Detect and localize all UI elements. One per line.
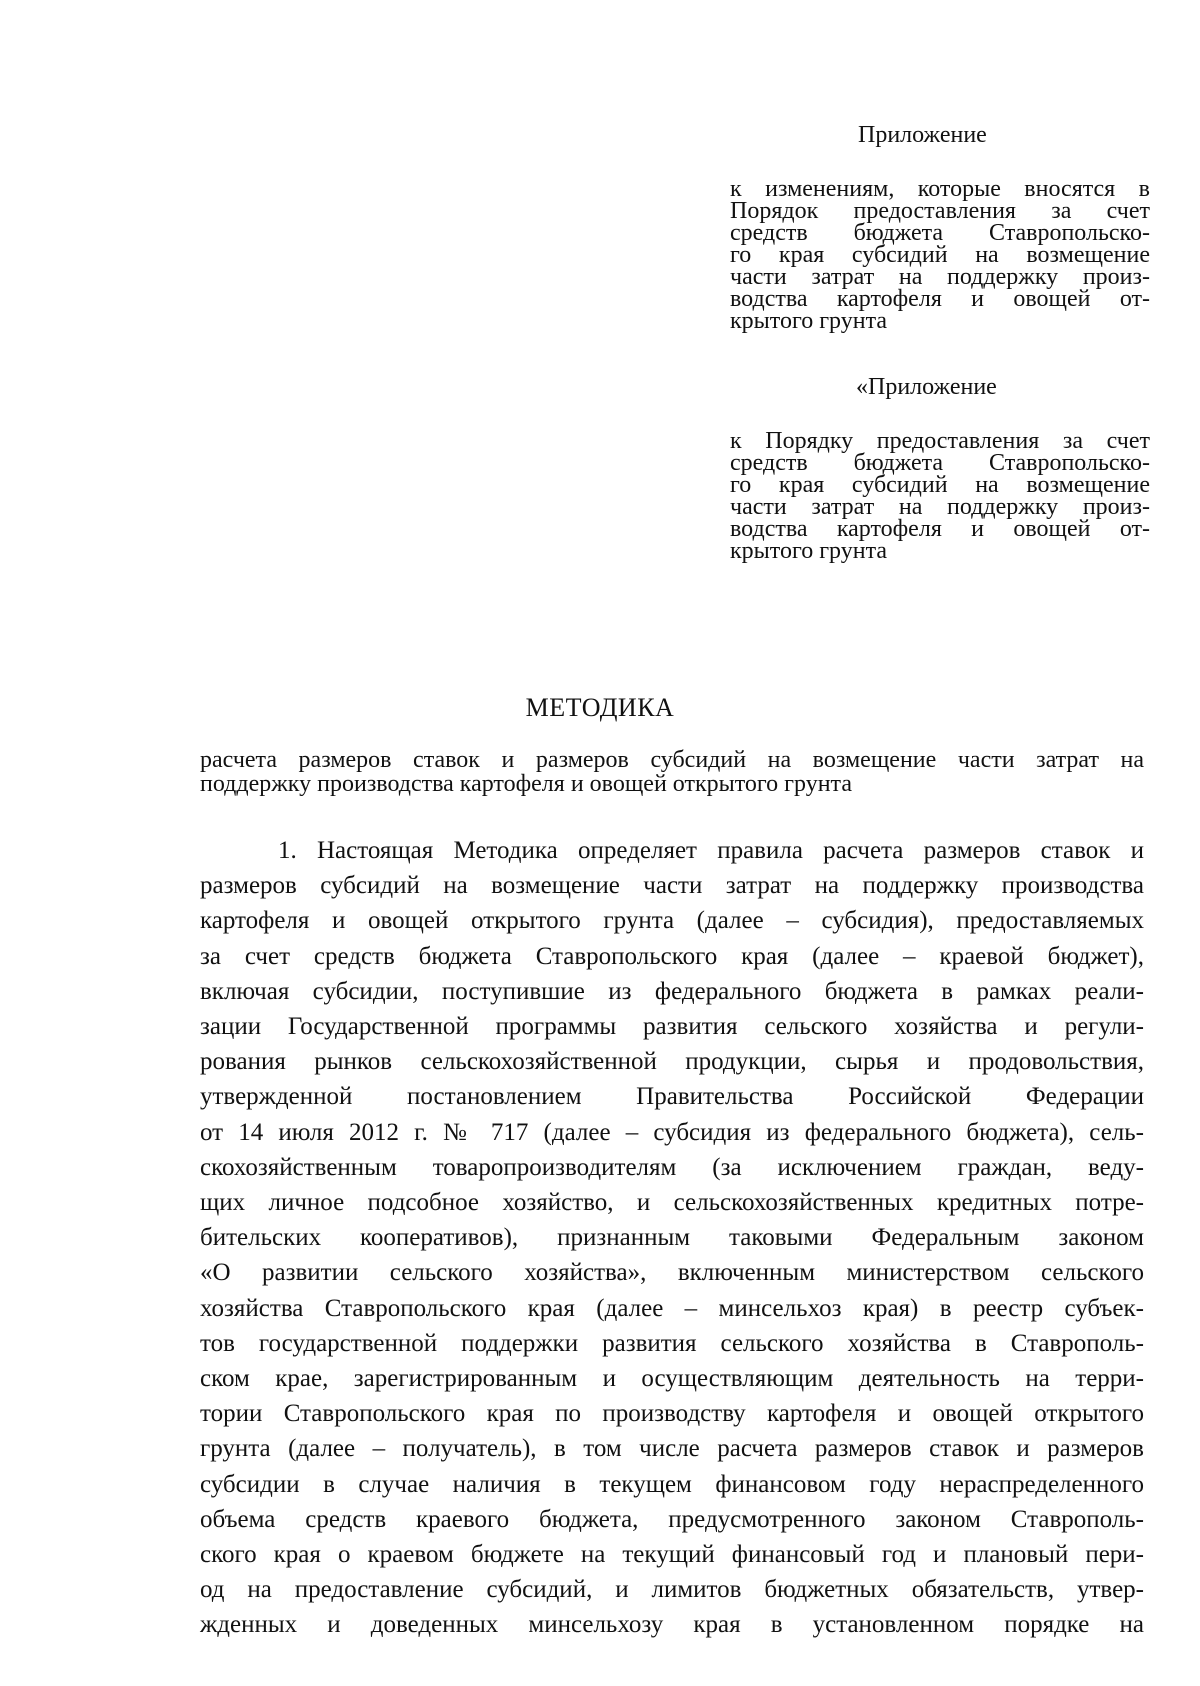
paragraph-line: грунта (далее – получатель), в том числе расчета размеров ставок и размеров (200, 1435, 1144, 1463)
appendix-outer-line: Порядок предоставления за счет (730, 198, 1150, 224)
appendix-inner-title: «Приложение (856, 374, 997, 400)
paragraph-line: бительских кооперативов), признанным таковыми Федеральным законом (200, 1224, 1144, 1252)
appendix-inner-text (730, 430, 1150, 562)
paragraph-line: утвержденной постановлением Правительства Российской Федерации (200, 1083, 1144, 1111)
paragraph-line: щих личное подсобное хозяйство, и сельскохозяйственных кредитных потре- (200, 1189, 1144, 1217)
paragraph-line: включая субсидии, поступившие из федерального бюджета в рамках реали- (200, 977, 1144, 1005)
appendix-inner-line: водства картофеля и овощей от- (730, 516, 1150, 542)
paragraph-line: 1. Настоящая Методика определяет правила расчета размеров ставок и (278, 837, 1144, 864)
paragraph-line: «О развитии сельского хозяйства», включенным министерством сельского (200, 1259, 1144, 1287)
methodology-subtitle (200, 748, 1144, 796)
methodology-title: МЕТОДИКА (525, 693, 675, 722)
appendix-inner-line: части затрат на поддержку произ- (730, 494, 1150, 520)
appendix-outer-line: к изменениям, которые вносятся в (730, 176, 1150, 202)
appendix-inner-line: крытого грунта (730, 538, 888, 564)
paragraph-line: от 14 июля 2012 г. № 717 (далее – субсидия из федерального бюджета), сель- (200, 1118, 1144, 1146)
appendix-inner-line: к Порядку предоставления за счет (730, 428, 1150, 454)
paragraph-line: тории Ставропольского края по производству картофеля и овощей открытого (200, 1400, 1144, 1428)
paragraph-line: тов государственной поддержки развития сельского хозяйства в Ставрополь- (200, 1329, 1144, 1357)
paragraph-line: за счет средств бюджета Ставропольского края (далее – краевой бюджет), (200, 942, 1144, 970)
appendix-inner-line: средств бюджета Ставропольско- (730, 450, 1150, 476)
subtitle-line: расчета размеров ставок и размеров субсидий на возмещение части затрат на (200, 747, 1144, 773)
paragraph-line: ском крае, зарегистрированным и осуществляющим деятельность на терри- (200, 1365, 1144, 1393)
paragraph-line: жденных и доведенных минсельхозу края в установленном порядке на (200, 1611, 1144, 1639)
paragraph-1 (200, 833, 1144, 1643)
paragraph-line: картофеля и овощей открытого грунта (далее – субсидия), предоставляемых (200, 907, 1144, 935)
appendix-outer-line: крытого грунта (730, 308, 888, 334)
appendix-outer-line: средств бюджета Ставропольско- (730, 220, 1150, 246)
paragraph-line: од на предоставление субсидий, и лимитов бюджетных обязательств, утвер- (200, 1576, 1144, 1604)
paragraph-line: размеров субсидий на возмещение части затрат на поддержку производства (200, 872, 1144, 900)
paragraph-line: объема средств краевого бюджета, предусмотренного законом Ставрополь- (200, 1505, 1144, 1533)
appendix-outer-line: водства картофеля и овощей от- (730, 286, 1150, 312)
subtitle-line: поддержку производства картофеля и овощей открытого грунта (200, 771, 852, 797)
appendix-outer-line: го края субсидий на возмещение (730, 242, 1150, 268)
appendix-outer-title: Приложение (858, 122, 987, 148)
paragraph-line: хозяйства Ставропольского края (далее – минсельхоз края) в реестр субъек- (200, 1294, 1144, 1322)
paragraph-line: зации Государственной программы развития сельского хозяйства и регули- (200, 1013, 1144, 1041)
appendix-outer-text (730, 178, 1150, 332)
paragraph-line: субсидии в случае наличия в текущем финансовом году нераспределенного (200, 1470, 1144, 1498)
paragraph-line: ского края о краевом бюджете на текущий финансовый год и плановый пери- (200, 1541, 1144, 1569)
paragraph-line: рования рынков сельскохозяйственной продукции, сырья и продовольствия, (200, 1048, 1144, 1076)
appendix-outer-line: части затрат на поддержку произ- (730, 264, 1150, 290)
paragraph-line: скохозяйственным товаропроизводителям (за исключением граждан, веду- (200, 1153, 1144, 1181)
appendix-inner-line: го края субсидий на возмещение (730, 472, 1150, 498)
